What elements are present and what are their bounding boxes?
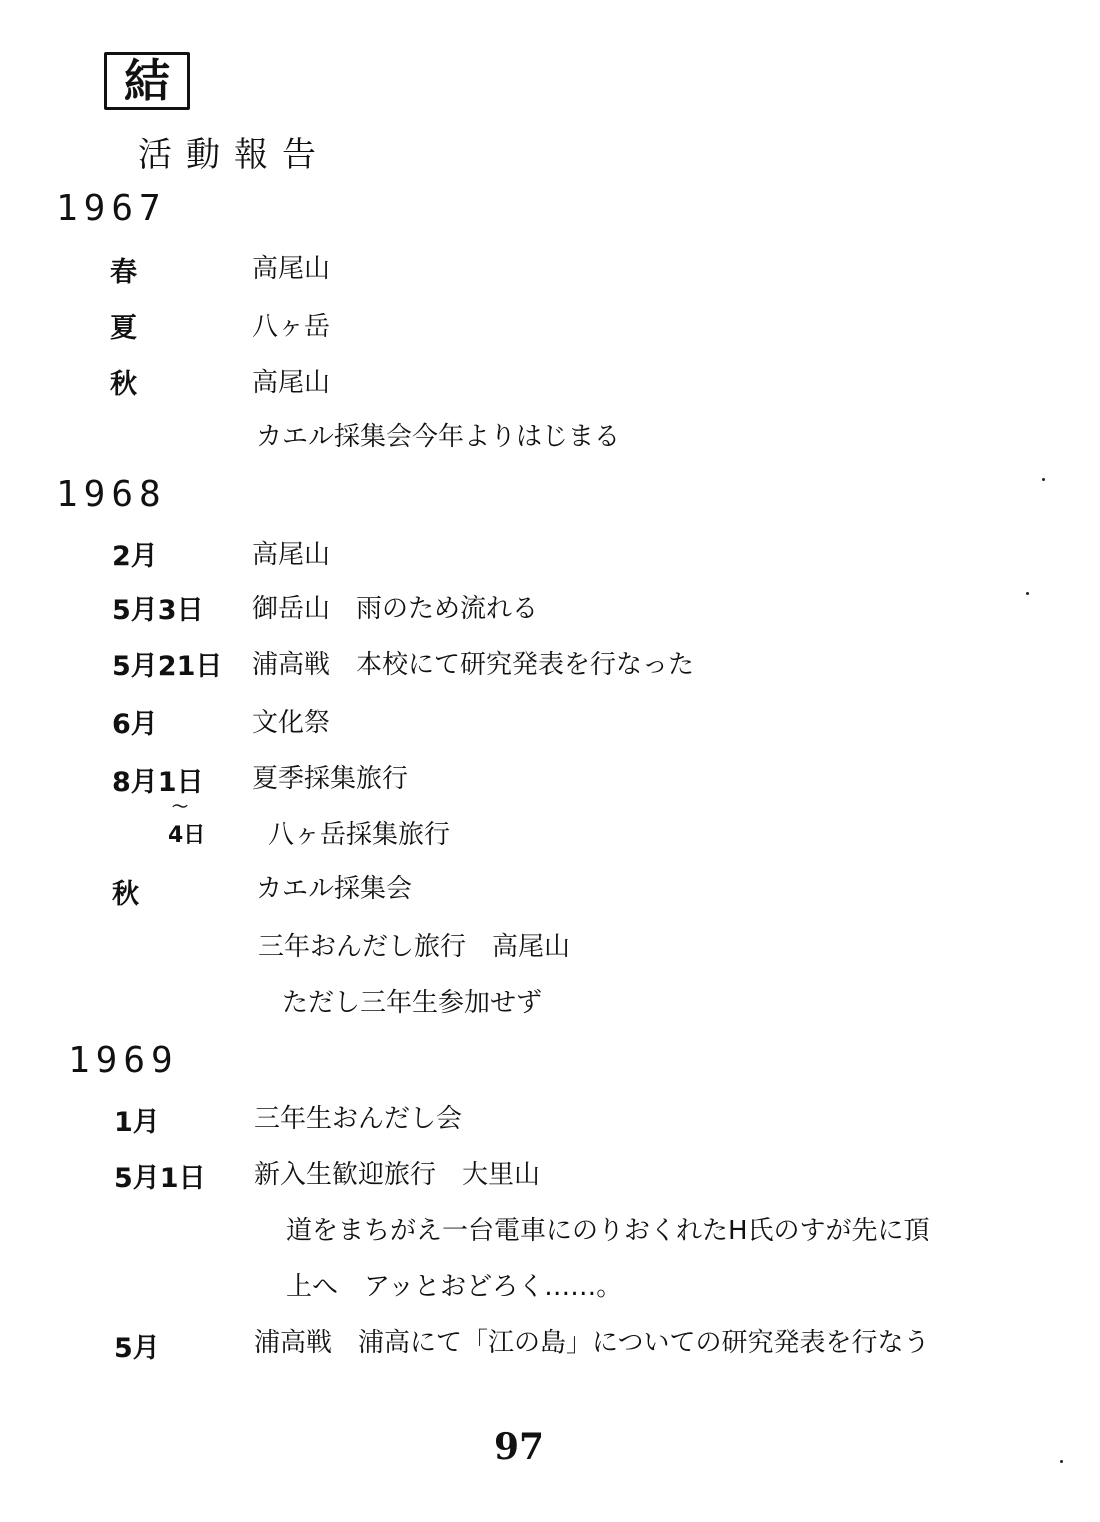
year-heading: 1969 [68, 1040, 179, 1081]
entry-text: 文化祭 [252, 708, 331, 738]
entry-label: 5月3日 [112, 595, 204, 626]
entry-label: 4日 [168, 823, 206, 848]
entry-text: 夏季採集旅行 [252, 764, 409, 794]
range-mark: 〜 [172, 797, 189, 816]
entry-text: 高尾山 [252, 254, 331, 284]
entry-label: 秋 [110, 369, 137, 400]
entry-label: 夏 [110, 313, 137, 344]
entry-label: 6月 [112, 709, 158, 740]
entry-text: 上へ アッとおどろく‥‥‥。 [286, 1272, 623, 1302]
entry-text: 浦高戦 本校にて研究発表を行なった [252, 650, 695, 680]
entry-text: 道をまちがえ一台電車にのりおくれたH氏のすが先に頂 [286, 1216, 930, 1246]
scan-speck [1060, 1460, 1063, 1463]
entry-text: 八ヶ岳採集旅行 [268, 820, 451, 850]
entry-text: カエル採集会 [256, 874, 413, 904]
entry-label: 春 [110, 257, 137, 288]
entry-text: 浦高戦 浦高にて「江の島」についての研究発表を行なう [254, 1328, 930, 1358]
entry-label: 8月1日 [112, 767, 204, 798]
entry-label: 5月1日 [114, 1163, 206, 1194]
entry-text: 八ヶ岳 [252, 312, 331, 342]
entry-text: 御岳山 雨のため流れる [252, 594, 539, 624]
entry-label: 1月 [114, 1107, 160, 1138]
year-heading: 1967 [56, 188, 167, 229]
scan-speck [1026, 592, 1029, 595]
entry-label: 2月 [112, 541, 158, 572]
entry-label: 5月21日 [112, 651, 223, 682]
entry-text: 新入生歓迎旅行 大里山 [254, 1160, 541, 1190]
year-heading: 1968 [56, 474, 167, 515]
entry-text: 三年生おんだし会 [254, 1104, 463, 1134]
entry-label: 5月 [114, 1333, 160, 1364]
entry-text: 高尾山 [252, 368, 331, 398]
page-number: 97 [494, 1426, 545, 1468]
title-mark: 結 [104, 52, 190, 110]
entry-text: カエル採集会今年よりはじまる [256, 422, 621, 452]
page-heading: 活動報告 [138, 135, 330, 175]
scan-speck [1042, 478, 1045, 481]
entry-text: 高尾山 [252, 540, 331, 570]
entry-text: 三年おんだし旅行 高尾山 [258, 932, 571, 962]
entry-text: ただし三年生参加せず [282, 988, 543, 1018]
entry-label: 秋 [112, 879, 139, 910]
